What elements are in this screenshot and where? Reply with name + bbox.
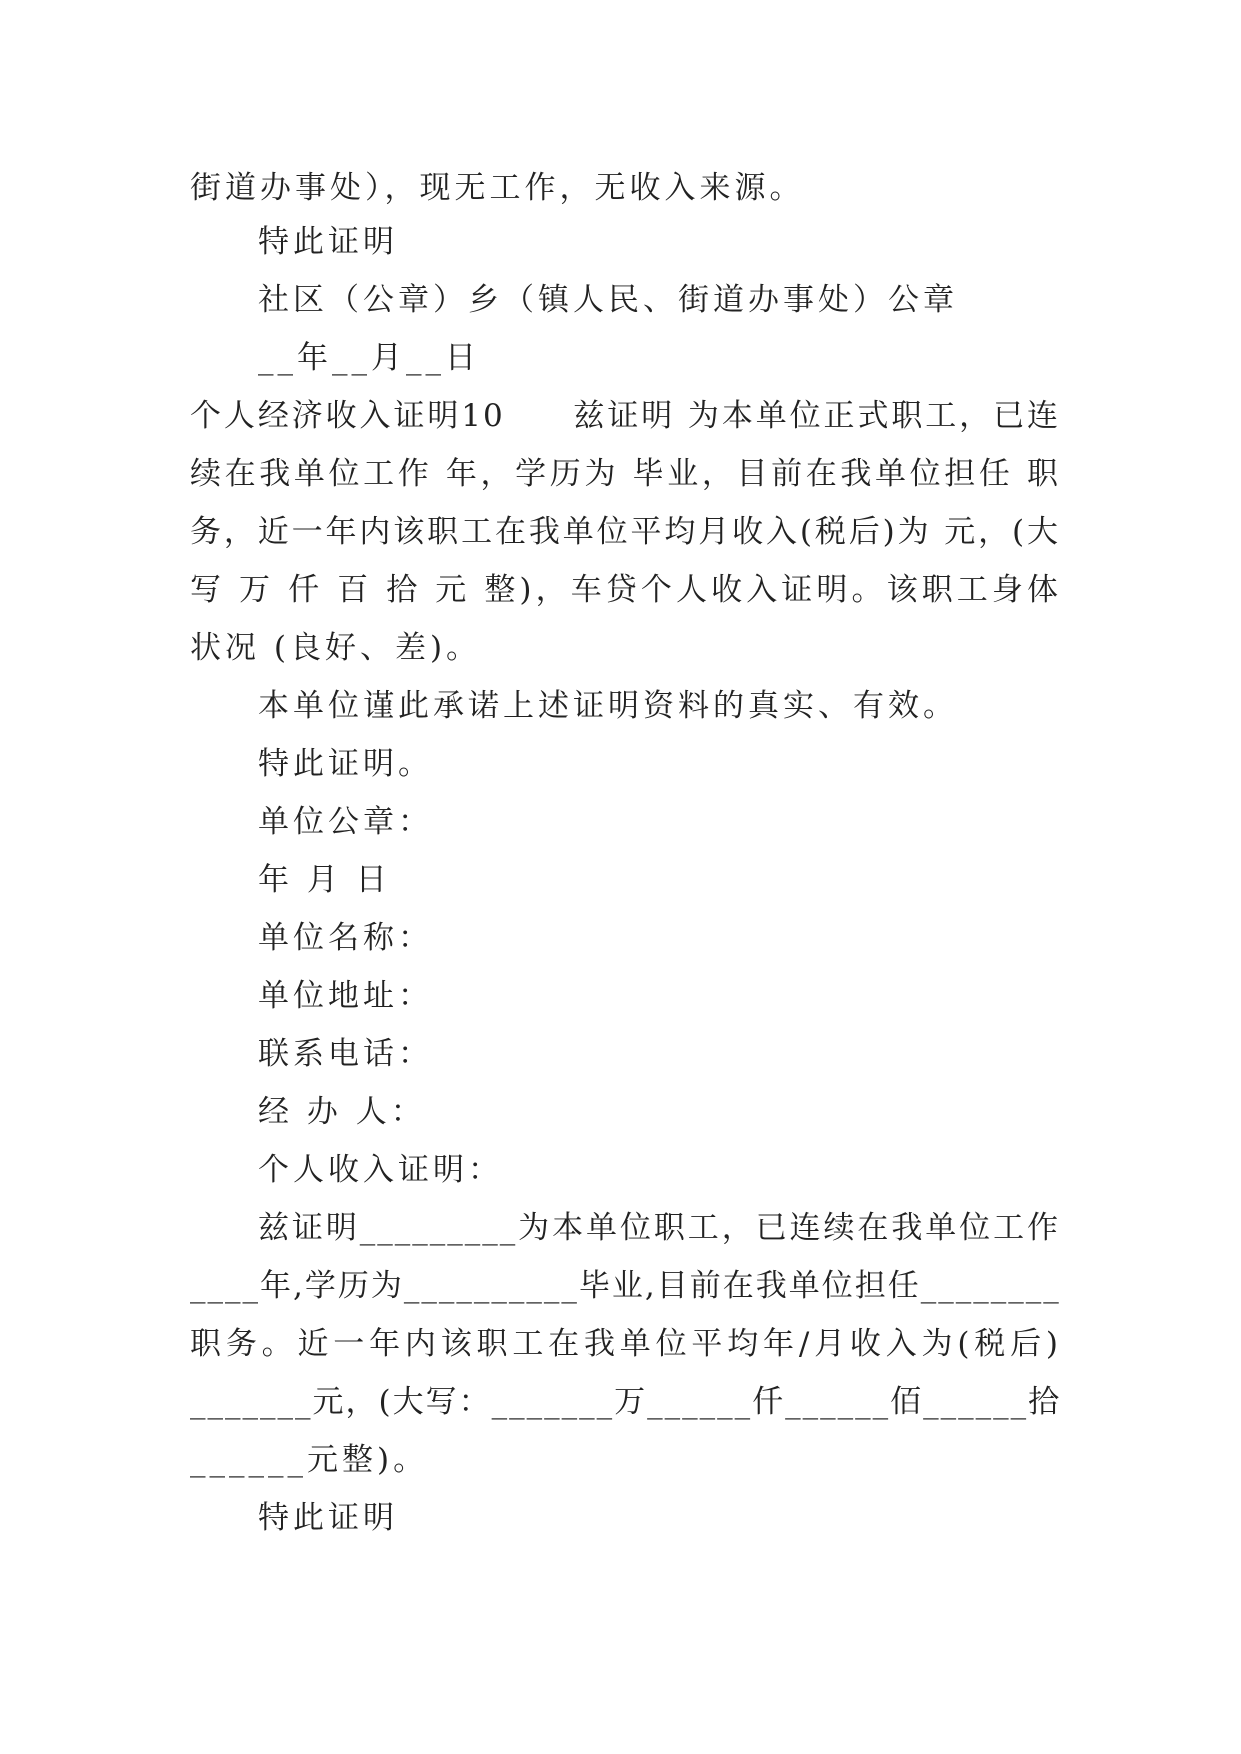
text-line: 写 万 仟 百 拾 元 整)，车贷个人收入证明。该职工身体: [190, 572, 1060, 608]
text-line: 职务。近一年内该职工在我单位平均年/月收入为(税后): [190, 1326, 1060, 1362]
text-line: 状况 (良好、差)。: [190, 630, 482, 666]
text-line: 单位公章：: [258, 804, 433, 840]
text-line: 特此证明: [258, 1500, 398, 1536]
date-line: __年__月__日: [258, 340, 480, 376]
text-line: 街道办事处），现无工作，无收入来源。: [190, 170, 805, 206]
date-line: 年 月 日: [258, 862, 391, 898]
text-line: _______元，(大写：_______万______仟______佰______拾: [190, 1384, 1062, 1420]
text-line: 联系电话：: [258, 1036, 433, 1072]
text-line: 社区（公章）乡（镇人民、街道办事处）公章: [258, 282, 958, 318]
section-heading: 个人收入证明：: [258, 1152, 503, 1188]
text-line: 单位地址：: [258, 978, 433, 1014]
text-line: 兹证明_________为本单位职工，已连续在我单位工作: [258, 1210, 1060, 1246]
text-line: 特此证明。: [258, 746, 433, 782]
text-line: 个人经济收入证明10 兹证明 为本单位正式职工，已连: [190, 398, 1060, 434]
text-line: 特此证明: [258, 224, 398, 260]
text-line: ____年,学历为__________毕业,目前在我单位担任________: [190, 1268, 1061, 1304]
text-line: 单位名称：: [258, 920, 433, 956]
text-line: ______元整)。: [190, 1442, 429, 1478]
text-line: 续在我单位工作 年，学历为 毕业，目前在我单位担任 职: [190, 456, 1060, 492]
text-line: 经 办 人：: [258, 1094, 426, 1130]
text-line: 本单位谨此承诺上述证明资料的真实、有效。: [258, 688, 958, 724]
text-line: 务，近一年内该职工在我单位平均月收入(税后)为 元，(大: [190, 514, 1060, 550]
